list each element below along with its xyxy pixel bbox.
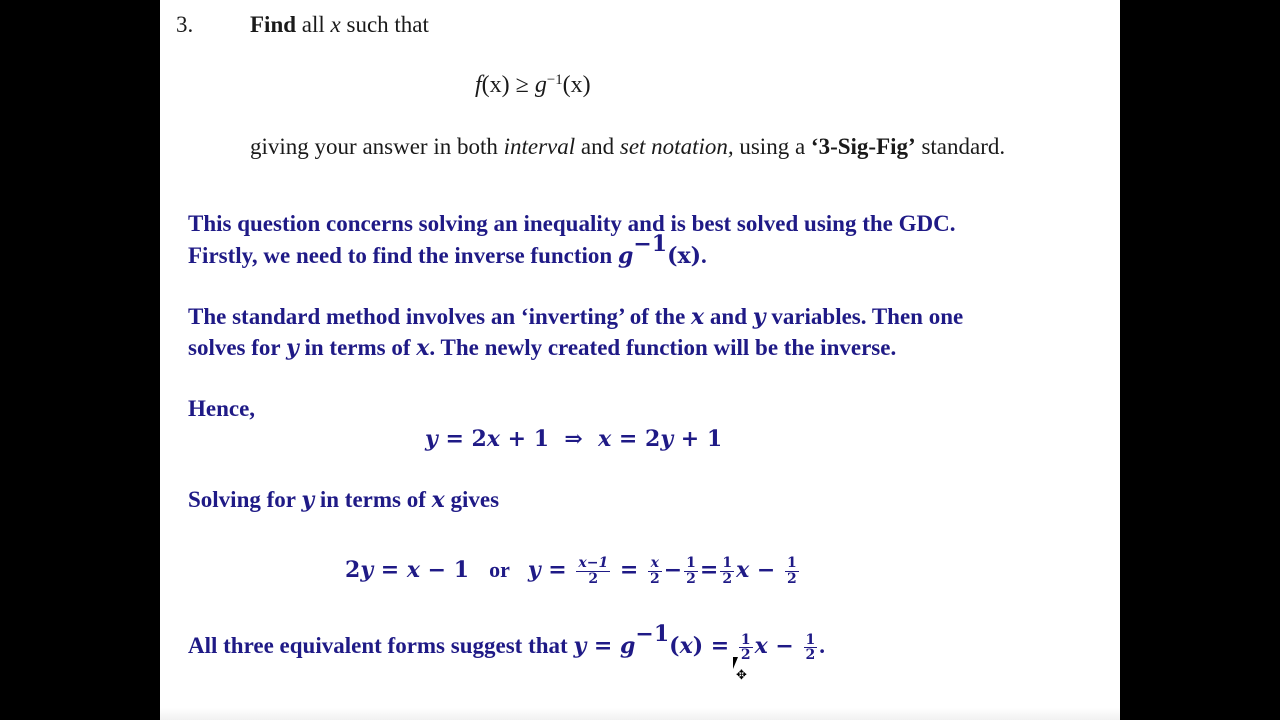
eq1-y: y <box>425 426 438 452</box>
eq2-frac2 <box>648 556 662 586</box>
page-bottom-edge <box>160 708 1120 720</box>
final-minus: − <box>767 633 802 659</box>
para1-end: . <box>701 243 707 268</box>
final-arg-close: ) <box>692 633 704 659</box>
final-g: g <box>620 633 636 659</box>
para2-line2-c: . The newly created function will be the inverse. <box>429 335 897 360</box>
para2-line1-b: and <box>704 304 753 329</box>
eq2-lhs-x: x <box>406 557 420 583</box>
eq1-mid3: = 2 <box>611 426 661 452</box>
final-end: . <box>819 633 826 658</box>
para1-g-exp: −1 <box>633 230 668 257</box>
eq2-frac1-num: x−1 <box>578 554 609 571</box>
solving-b: in terms of <box>314 487 432 512</box>
instruction-part3: using a <box>733 134 811 159</box>
eq2-lhs-c: − 1 <box>420 557 470 583</box>
para2-line2-b: in terms of <box>298 335 417 360</box>
eq1-x2: x <box>598 426 612 452</box>
solution-para2-line1 <box>188 304 963 330</box>
final-arg-open: ( <box>669 633 680 659</box>
instruction-interval: interval <box>503 134 576 159</box>
eq2-minus2: − <box>749 557 783 583</box>
eq2-or: or <box>489 557 510 582</box>
final-frac2-den: 2 <box>805 647 816 664</box>
eq2-frac1 <box>576 556 610 586</box>
move-cross-icon: ✥ <box>736 668 747 683</box>
final-line <box>188 620 826 666</box>
para1-line2-text: Firstly, we need to find the inverse function <box>188 243 618 268</box>
eq2-lhs-a: 2 <box>345 557 361 583</box>
eq2-minus1: − <box>663 557 683 583</box>
final-exp: −1 <box>635 620 670 647</box>
final-arg-x: x <box>679 633 693 659</box>
equation-inversion <box>425 426 722 452</box>
eq2-lhs-b: = <box>373 557 407 583</box>
final-frac1-den: 2 <box>740 647 751 664</box>
question-number: 3. <box>176 12 194 37</box>
eq2-frac5 <box>785 556 799 586</box>
eq2-lhs-y: y <box>360 557 374 583</box>
instruction-part4: standard. <box>915 134 1006 159</box>
eq2-frac3 <box>684 556 698 586</box>
para1-g-arg: (x) <box>667 243 702 269</box>
instruction-part2: and <box>575 134 620 159</box>
equation-solved: 2y = x − 1 or y = $\frac{x-1}{2}$ = $\frac{x}{2}$ − $\frac{1}{2}$ = $\frac{1}{2}$ x − $\frac{1}{2}$ <box>345 554 797 587</box>
final-y: y <box>573 633 587 659</box>
eq2-frac5-den: 2 <box>787 570 797 587</box>
eq2-frac5-num: 1 <box>787 554 797 571</box>
eq2-rhs-y: y <box>527 557 541 583</box>
instruction-part1: giving your answer in both <box>250 134 504 159</box>
final-eq: = <box>586 633 620 659</box>
find-var: x <box>330 12 341 37</box>
inequality-lhs-arg: (x) <box>481 72 510 98</box>
eq2-frac2-den: 2 <box>649 570 660 587</box>
eq1-y2: y <box>660 426 674 452</box>
solving-line <box>188 487 499 513</box>
solution-para1-line1: This question concerns solving an inequality and is best solved using the GDC. <box>188 211 956 236</box>
eq2-frac4-num: 1 <box>722 554 733 571</box>
solving-x: x <box>431 487 445 513</box>
eq1-x: x <box>486 426 500 452</box>
hence-label: Hence, <box>188 396 256 421</box>
para2-line1-a: The standard method involves an ‘inverting’ of the <box>188 304 692 329</box>
eq2-frac4 <box>720 556 734 586</box>
para2-line2-x: x <box>416 335 430 361</box>
eq2-frac4-den: 2 <box>722 570 733 587</box>
solution-para1-line2 <box>188 230 707 269</box>
solution-para2-line2 <box>188 335 896 361</box>
inequality <box>475 72 591 99</box>
instruction-sigfig: ‘3-Sig-Fig’ <box>810 134 916 159</box>
eq2-frac2-num: x <box>648 556 662 572</box>
question-prompt <box>250 12 429 38</box>
para2-line2-a: solves for <box>188 335 286 360</box>
final-frac1-num: 1 <box>740 631 751 648</box>
para1-g: g <box>617 243 634 269</box>
eq2-eq: = <box>540 557 575 583</box>
eq2-frac1-den: 2 <box>588 570 599 587</box>
para2-line1-y: y <box>752 304 766 330</box>
final-x: x <box>754 633 768 659</box>
question-instruction <box>250 134 1005 160</box>
find-tail: such that <box>340 12 429 37</box>
inequality-rhs-arg: (x) <box>562 72 591 98</box>
final-frac1 <box>739 633 753 663</box>
final-frac2-num: 1 <box>805 631 816 648</box>
para2-line1-x: x <box>691 304 705 330</box>
inequality-g: g <box>534 72 547 98</box>
eq1-mid2: + 1 ⇒ <box>499 426 599 452</box>
eq2-frac3-den: 2 <box>686 570 696 587</box>
eq1-end: + 1 <box>673 426 723 452</box>
eq2-frac3-num: 1 <box>686 554 696 571</box>
inequality-relation: ≥ <box>509 72 535 98</box>
para2-line1-c: variables. Then one <box>765 304 964 329</box>
find-word: Find <box>250 12 297 37</box>
final-frac2 <box>804 633 818 663</box>
inequality-exp: −1 <box>546 71 563 88</box>
eq1-mid1: = 2 <box>437 426 487 452</box>
solving-c: gives <box>444 487 500 512</box>
inequality-f: f <box>475 72 482 98</box>
solving-y: y <box>301 487 315 513</box>
eq2-eq2: = <box>699 557 719 583</box>
instruction-set-notation: set notation, <box>619 134 734 159</box>
final-eq2: = <box>703 633 737 659</box>
final-a: All three equivalent forms suggest that <box>188 633 574 658</box>
eq2-x-after: x <box>736 557 750 583</box>
para2-line2-y: y <box>285 335 299 361</box>
solving-a: Solving for <box>188 487 302 512</box>
find-rest: all <box>296 12 331 37</box>
